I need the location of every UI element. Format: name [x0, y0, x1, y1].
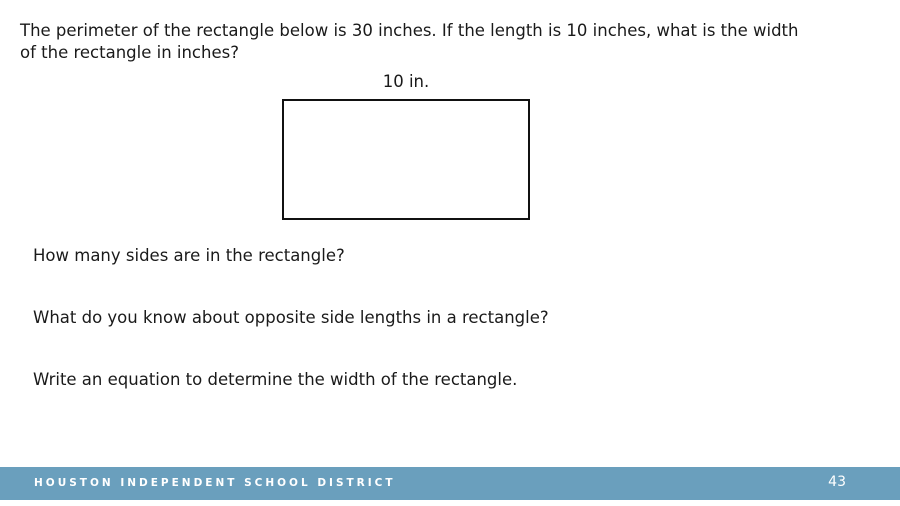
question-equation: Write an equation to determine the width of the rectangle.	[33, 370, 518, 389]
footer-bar	[0, 467, 900, 500]
slide-number: 43	[828, 474, 846, 490]
rectangle-length-label: 10 in.	[382, 72, 430, 91]
question-sides: How many sides are in the rectangle?	[33, 246, 345, 265]
question-opposite-sides: What do you know about opposite side lengths in a rectangle?	[33, 308, 549, 327]
problem-statement: The perimeter of the rectangle below is 30 inches. If the length is 10 inches, what is the width of the rectangle in inches?	[20, 21, 799, 62]
rectangle-diagram	[282, 99, 530, 220]
district-name: HOUSTON INDEPENDENT SCHOOL DISTRICT	[34, 477, 396, 489]
